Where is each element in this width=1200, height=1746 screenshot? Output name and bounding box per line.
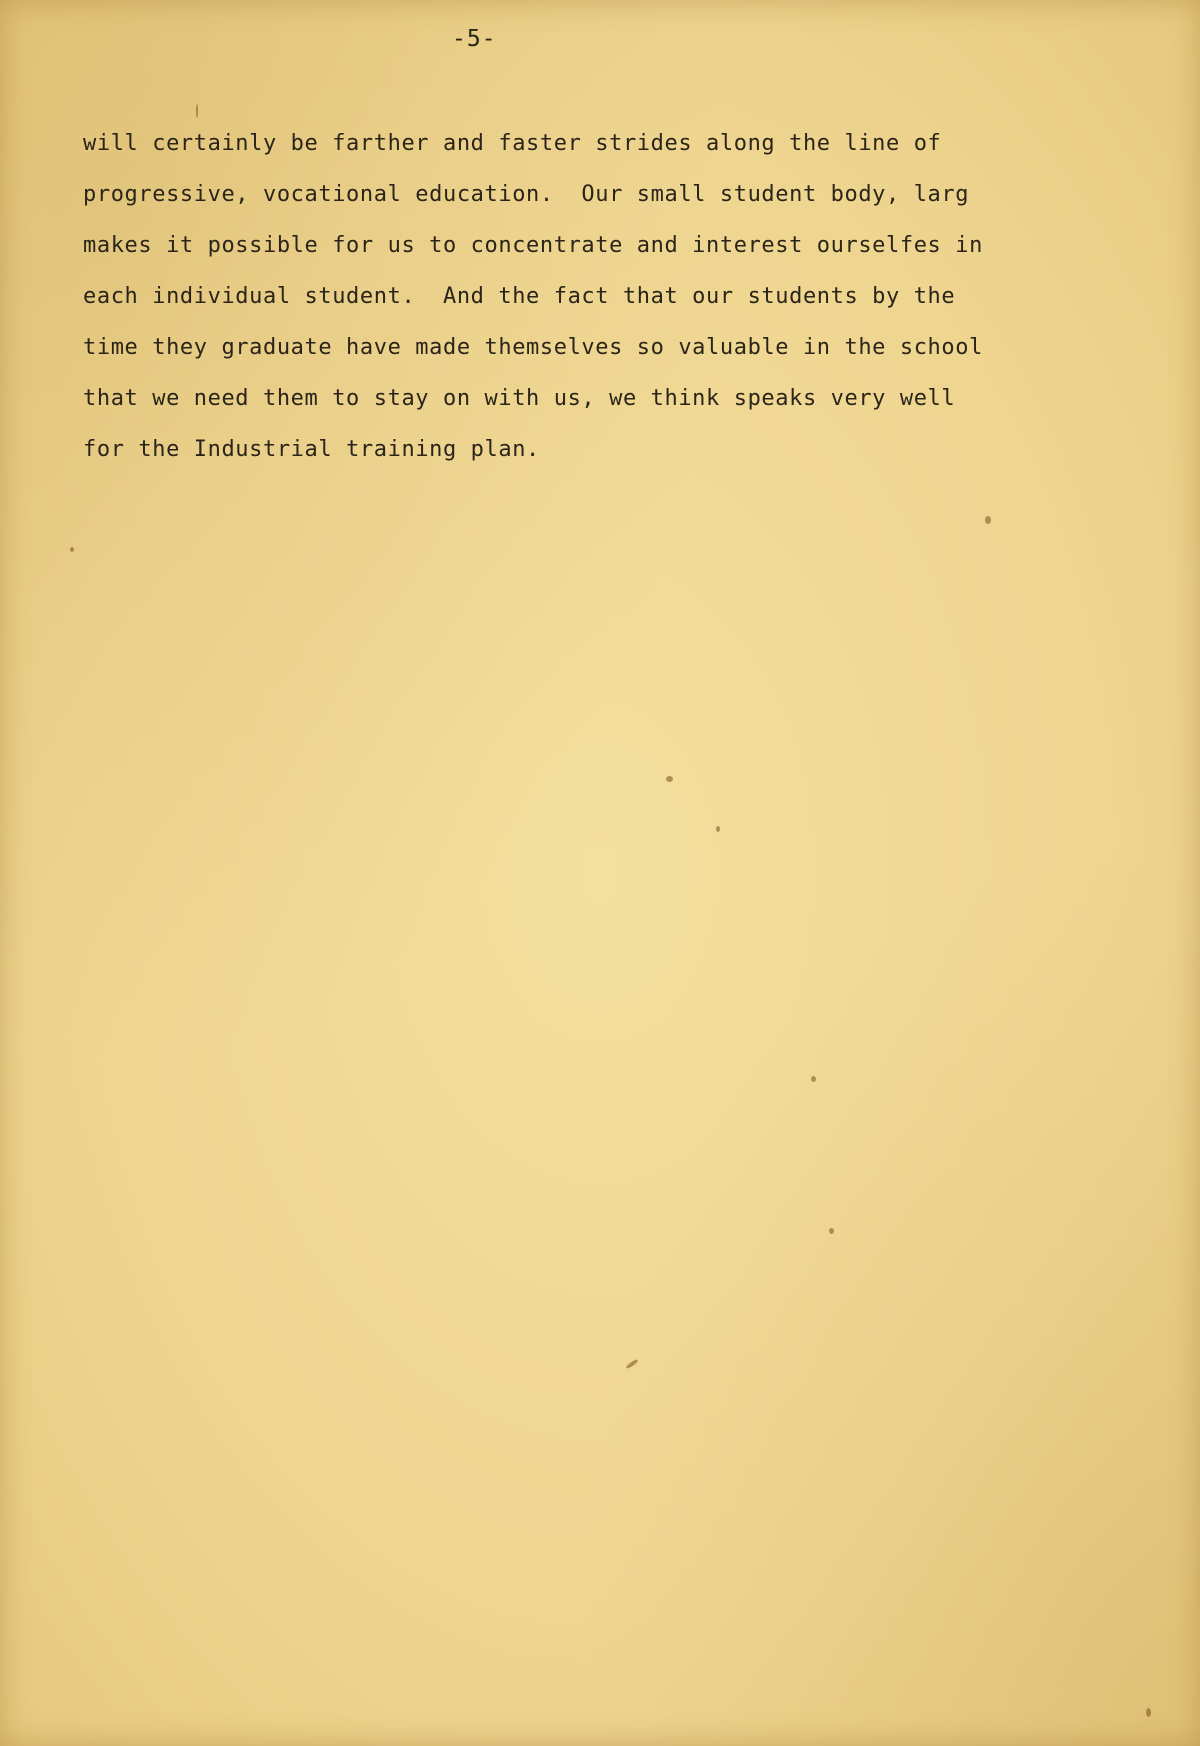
paper-speck bbox=[196, 104, 198, 118]
text-line: makes it possible for us to concentrate and interest ourselfes in bbox=[83, 233, 983, 258]
paper-speck bbox=[625, 1358, 639, 1369]
text-line: that we need them to stay on with us, we think speaks very well bbox=[83, 386, 956, 411]
page-number: -5- bbox=[452, 26, 497, 52]
text-line: each individual student. And the fact that our students by the bbox=[83, 284, 956, 309]
paper-speck bbox=[1146, 1708, 1151, 1717]
text-line: for the Industrial training plan. bbox=[83, 437, 540, 462]
body-paragraph bbox=[83, 118, 1123, 475]
paper-speck bbox=[829, 1228, 834, 1234]
paper-speck bbox=[985, 516, 991, 524]
paper-speck bbox=[716, 826, 720, 832]
text-line: will certainly be farther and faster strides along the line of bbox=[83, 131, 942, 156]
text-line: time they graduate have made themselves so valuable in the school bbox=[83, 335, 983, 360]
text-line: progressive, vocational education. Our small student body, larg bbox=[83, 182, 970, 207]
paper-speck bbox=[811, 1076, 816, 1082]
paper-speck bbox=[666, 776, 673, 782]
paper-speck bbox=[70, 547, 74, 552]
